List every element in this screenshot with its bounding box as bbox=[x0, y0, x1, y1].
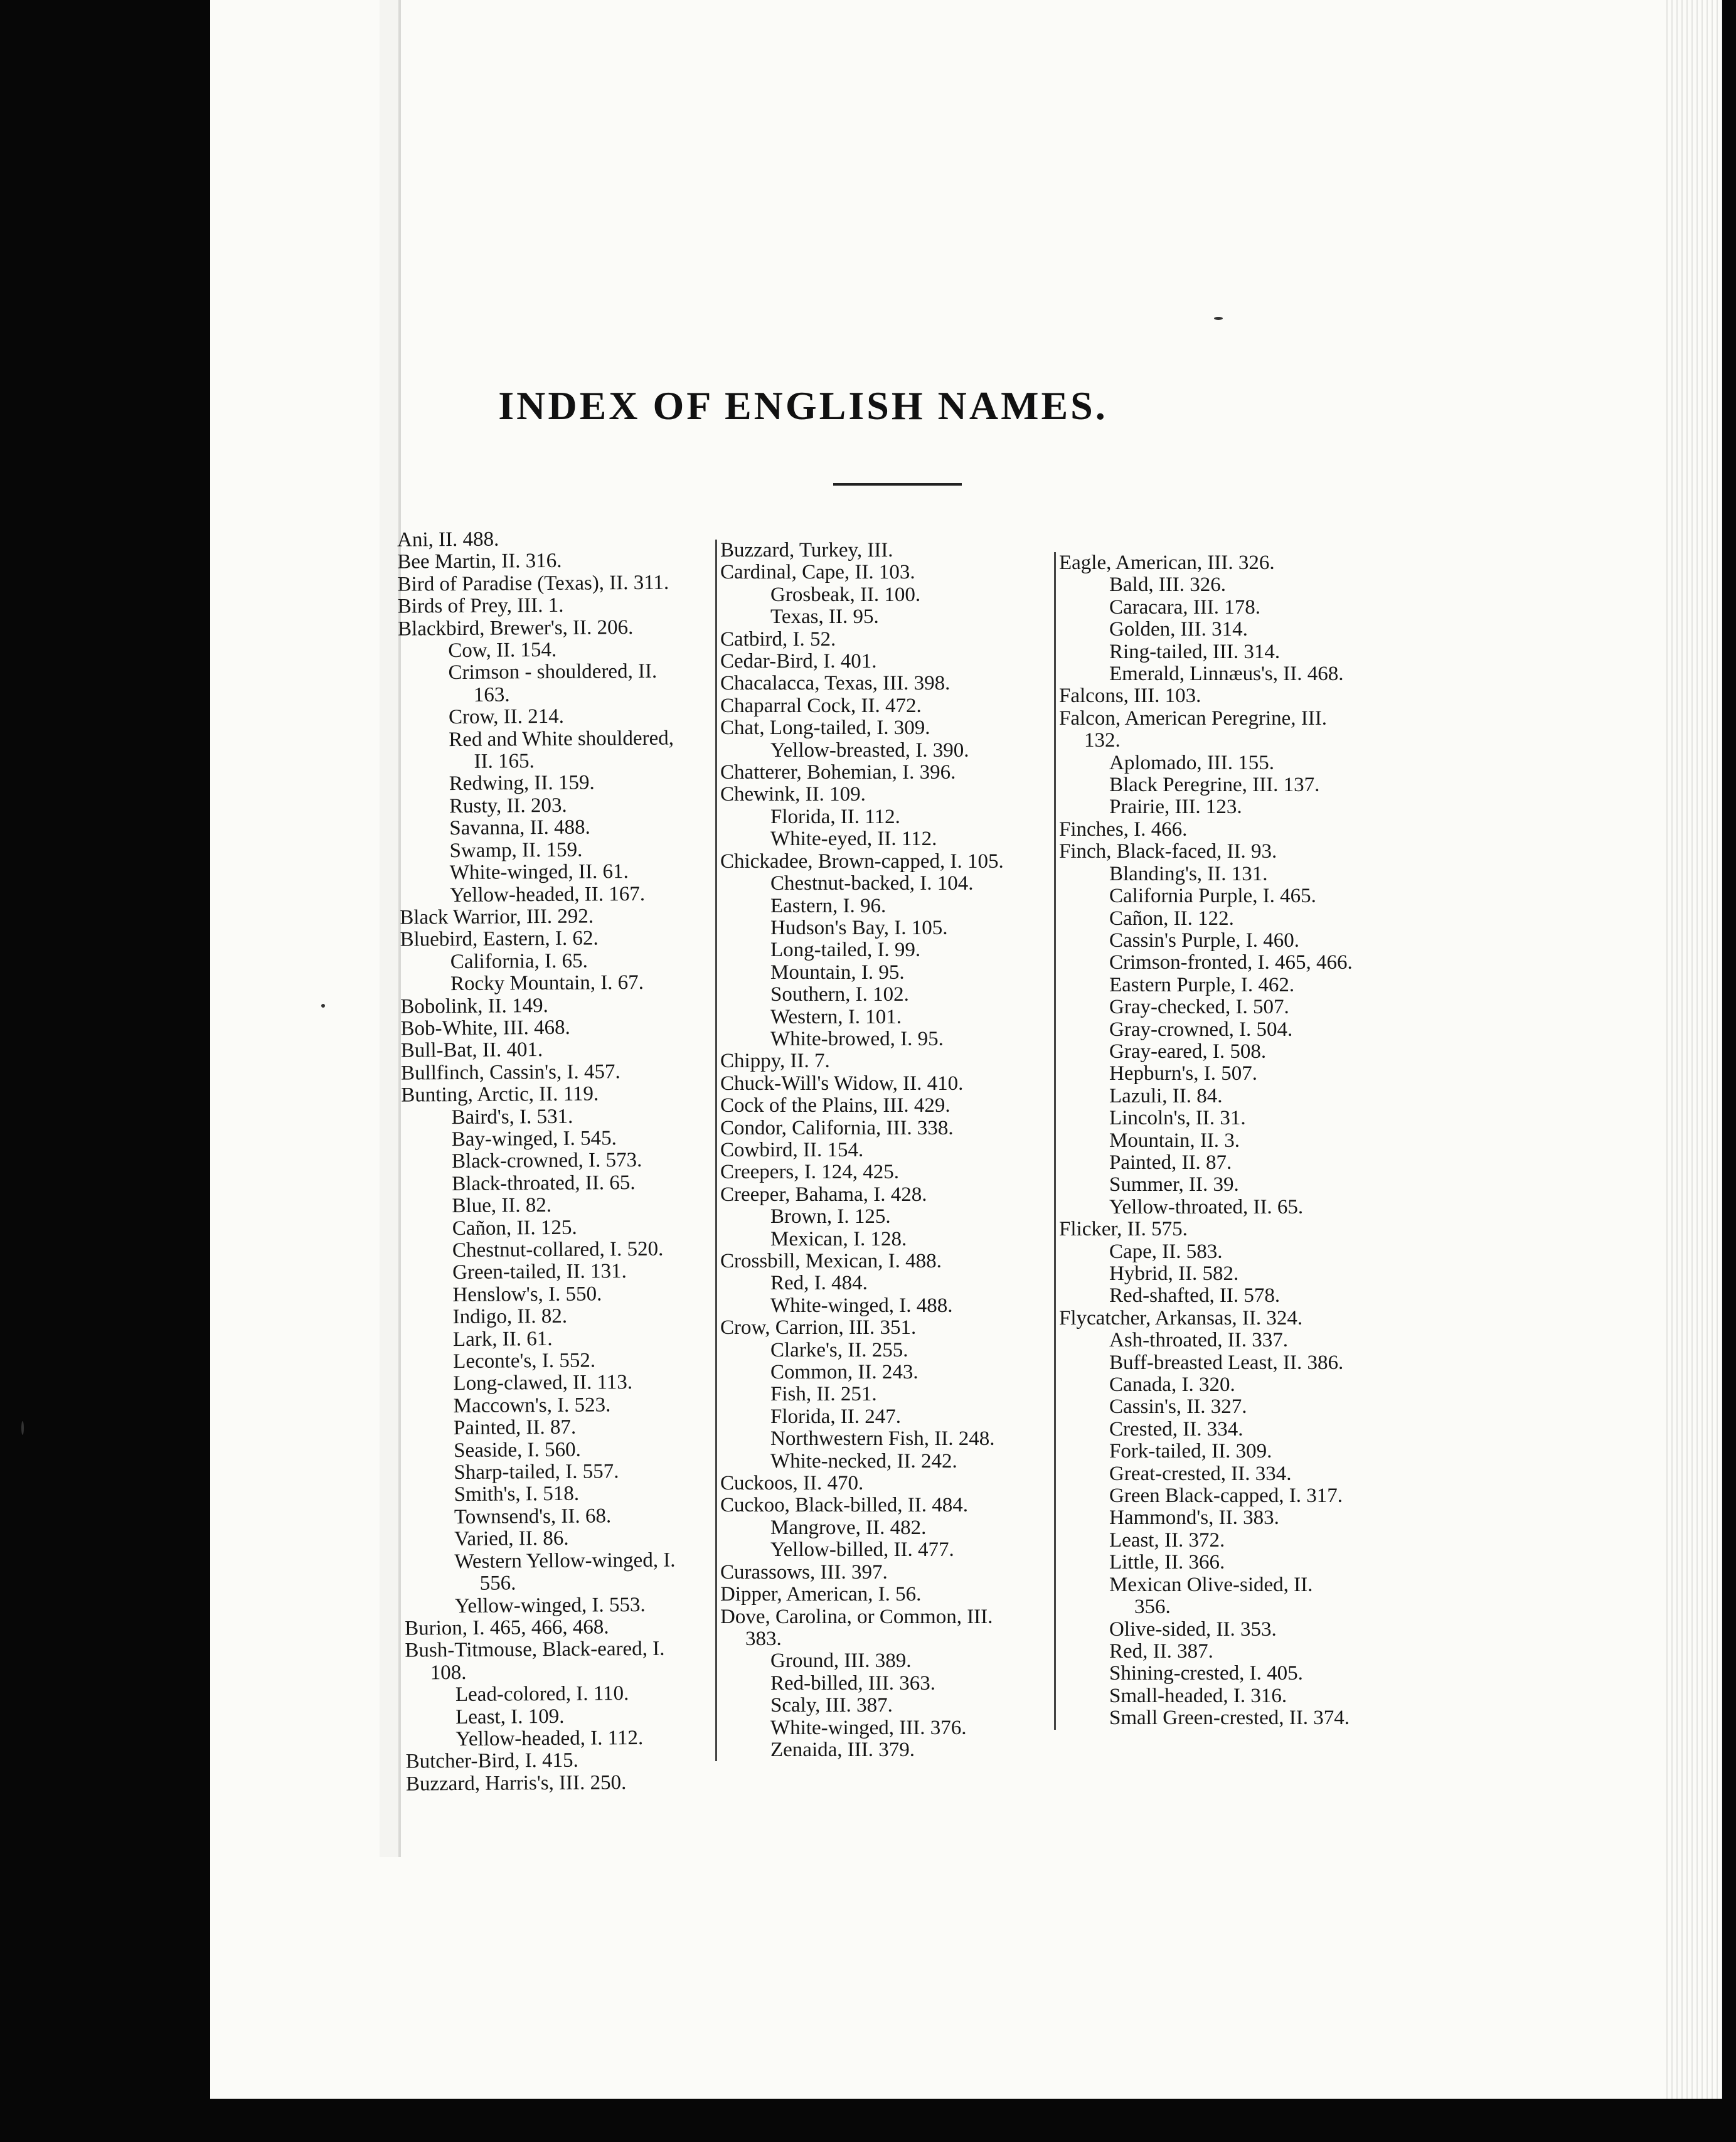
index-subentry: Scaly, III. 387. bbox=[770, 1694, 893, 1717]
index-entry: Buzzard, Harris's, III. 250. bbox=[405, 1771, 627, 1796]
index-subentry: Grosbeak, II. 100. bbox=[770, 583, 921, 606]
index-subentry: White-browed, I. 95. bbox=[770, 1027, 944, 1050]
index-subentry: Least, II. 372. bbox=[1109, 1528, 1225, 1552]
index-subentry: Cow, II. 154. bbox=[448, 638, 557, 663]
index-entry: Chatterer, Bohemian, I. 396. bbox=[720, 761, 956, 784]
index-subentry: Red, II. 387. bbox=[1109, 1639, 1213, 1663]
index-subentry: Western, I. 101. bbox=[770, 1005, 902, 1028]
index-subentry: California Purple, I. 465. bbox=[1109, 885, 1316, 908]
index-entry: Cuckoos, II. 470. bbox=[720, 1472, 864, 1495]
index-subentry: Florida, II. 112. bbox=[770, 805, 900, 828]
index-subentry: Little, II. 366. bbox=[1109, 1551, 1225, 1574]
index-subentry: Yellow-breasted, I. 390. bbox=[770, 738, 969, 762]
index-subentry: Savanna, II. 488. bbox=[449, 816, 590, 840]
index-subentry: Baird's, I. 531. bbox=[451, 1105, 573, 1129]
index-column-3 bbox=[1054, 552, 1354, 1730]
index-subentry: White-eyed, II. 112. bbox=[770, 828, 937, 851]
index-subentry: Painted, II. 87. bbox=[453, 1415, 577, 1440]
index-subentry: Ring-tailed, III. 314. bbox=[1109, 640, 1281, 663]
index-entry: Falcons, III. 103. bbox=[1059, 685, 1201, 708]
index-subentry: Caracara, III. 178. bbox=[1109, 595, 1260, 619]
index-subentry: Cassin's Purple, I. 460. bbox=[1109, 929, 1299, 952]
index-subentry: Cañon, II. 122. bbox=[1109, 907, 1234, 930]
index-entry: Bird of Paradise (Texas), II. 311. bbox=[397, 571, 669, 596]
ink-speck bbox=[21, 1421, 24, 1435]
page-edges bbox=[1663, 0, 1722, 2099]
index-subentry: Texas, II. 95. bbox=[770, 605, 879, 629]
index-subentry: Gray-crowned, I. 504. bbox=[1109, 1018, 1293, 1041]
page-title: INDEX OF ENGLISH NAMES. bbox=[498, 383, 1108, 428]
index-subentry: Rocky Mountain, I. 67. bbox=[450, 971, 644, 996]
index-subentry: Chestnut-backed, I. 104. bbox=[770, 872, 974, 895]
index-subentry: Bay-winged, I. 545. bbox=[451, 1127, 617, 1151]
index-entry: Cowbird, II. 154. bbox=[720, 1138, 864, 1161]
index-column-2 bbox=[715, 540, 1015, 1761]
index-subentry: Chestnut-collared, I. 520. bbox=[452, 1237, 664, 1262]
index-subentry: Clarke's, II. 255. bbox=[770, 1338, 908, 1361]
index-subentry: Black-crowned, I. 573. bbox=[451, 1149, 642, 1173]
index-subentry: Yellow-headed, II. 167. bbox=[449, 882, 646, 907]
index-entry: Chaparral Cock, II. 472. bbox=[720, 694, 922, 717]
index-entry: Flicker, II. 575. bbox=[1059, 1218, 1188, 1241]
index-subentry: Zenaida, III. 379. bbox=[770, 1738, 915, 1761]
index-subentry: Florida, II. 247. bbox=[770, 1405, 902, 1428]
index-entry: Bee Martin, II. 316. bbox=[397, 550, 562, 574]
index-subentry: Rusty, II. 203. bbox=[449, 794, 567, 818]
index-entry: Chickadee, Brown-capped, I. 105. bbox=[720, 850, 1004, 873]
index-subentry: Crested, II. 334. bbox=[1109, 1417, 1243, 1441]
index-entry: Finch, Black-faced, II. 93. bbox=[1059, 840, 1277, 863]
index-subentry: White-winged, II. 61. bbox=[449, 860, 629, 885]
index-subentry: Indigo, II. 82. bbox=[452, 1305, 568, 1329]
index-entry: Bobolink, II. 149. bbox=[400, 994, 548, 1018]
index-entry: Bullfinch, Cassin's, I. 457. bbox=[400, 1060, 620, 1085]
index-subentry: Lead-colored, I. 110. bbox=[455, 1682, 629, 1707]
index-subentry: Townsend's, II. 68. bbox=[454, 1505, 612, 1528]
index-subentry: Sharp-tailed, I. 557. bbox=[454, 1460, 619, 1484]
index-subentry: Long-tailed, I. 99. bbox=[770, 939, 921, 962]
index-subentry: Southern, I. 102. bbox=[770, 983, 909, 1006]
index-subentry: Northwestern Fish, II. 248. bbox=[770, 1427, 995, 1451]
index-subentry: Small-headed, I. 316. bbox=[1109, 1684, 1287, 1707]
index-subentry: Hybrid, II. 582. bbox=[1109, 1262, 1239, 1285]
index-subentry: Prairie, III. 123. bbox=[1109, 796, 1242, 819]
index-entry: Chuck-Will's Widow, II. 410. bbox=[720, 1072, 964, 1095]
index-subentry: Blanding's, II. 131. bbox=[1109, 862, 1268, 885]
index-subentry: Yellow-headed, I. 112. bbox=[455, 1726, 644, 1750]
index-subentry: Cape, II. 583. bbox=[1109, 1240, 1223, 1263]
index-subentry: Yellow-winged, I. 553. bbox=[454, 1593, 646, 1617]
index-subentry: Yellow-throated, II. 65. bbox=[1109, 1195, 1304, 1218]
index-subentry: Cañon, II. 125. bbox=[452, 1216, 577, 1240]
index-subentry: Hudson's Bay, I. 105. bbox=[770, 916, 948, 939]
index-subentry: Crimson-fronted, I. 465, 466. bbox=[1109, 951, 1353, 974]
index-entry: Black Warrior, III. 292. bbox=[400, 905, 594, 929]
index-subentry: Swamp, II. 159. bbox=[449, 838, 583, 862]
index-entry: Chat, Long-tailed, I. 309. bbox=[720, 717, 930, 740]
index-subentry: Mexican Olive-sided, II. 356. bbox=[1109, 1573, 1313, 1619]
index-entry: Bush-Titmouse, Black-eared, I. 108. bbox=[405, 1638, 665, 1685]
index-subentry: Fish, II. 251. bbox=[770, 1383, 877, 1406]
index-subentry: Eastern Purple, I. 462. bbox=[1109, 973, 1295, 996]
index-subentry: Mountain, I. 95. bbox=[770, 961, 905, 984]
index-subentry: Hepburn's, I. 507. bbox=[1109, 1062, 1257, 1085]
index-subentry: Painted, II. 87. bbox=[1109, 1151, 1232, 1174]
index-subentry: Blue, II. 82. bbox=[452, 1194, 552, 1218]
index-subentry: Fork-tailed, II. 309. bbox=[1109, 1440, 1272, 1463]
index-subentry: Green-tailed, II. 131. bbox=[452, 1260, 627, 1284]
index-entry: Ani, II. 488. bbox=[397, 528, 499, 551]
index-entry: Chewink, II. 109. bbox=[720, 783, 866, 806]
title-rule bbox=[833, 483, 962, 486]
index-entry: Bull-Bat, II. 401. bbox=[400, 1038, 543, 1062]
index-entry: Crow, Carrion, III. 351. bbox=[720, 1316, 917, 1340]
index-subentry: Least, I. 109. bbox=[455, 1705, 565, 1729]
index-subentry: Smith's, I. 518. bbox=[454, 1483, 580, 1506]
index-entry: Birds of Prey, III. 1. bbox=[397, 594, 564, 618]
ink-speck bbox=[1214, 317, 1223, 320]
index-subentry: Green Black-capped, I. 317. bbox=[1109, 1484, 1343, 1508]
index-entry: Buzzard, Turkey, III. bbox=[720, 539, 893, 562]
index-subentry: White-winged, III. 376. bbox=[770, 1716, 967, 1739]
index-subentry: Mangrove, II. 482. bbox=[770, 1516, 927, 1539]
index-subentry: Redwing, II. 159. bbox=[449, 771, 595, 796]
index-column-1 bbox=[397, 527, 701, 1795]
index-subentry: Crow, II. 214. bbox=[448, 705, 565, 729]
index-entry: Cardinal, Cape, II. 103. bbox=[720, 561, 915, 584]
index-subentry: Common, II. 243. bbox=[770, 1361, 919, 1384]
index-subentry: Red and White shouldered, II. 165. bbox=[449, 727, 674, 773]
index-subentry: Eastern, I. 96. bbox=[770, 894, 887, 917]
index-subentry: White-winged, I. 488. bbox=[770, 1294, 953, 1317]
index-subentry: Varied, II. 86. bbox=[454, 1527, 569, 1551]
index-entry: Chacalacca, Texas, III. 398. bbox=[720, 672, 951, 695]
index-subentry: Bald, III. 326. bbox=[1109, 573, 1227, 597]
index-subentry: Long-clawed, II. 113. bbox=[453, 1371, 633, 1395]
index-entry: Curassows, III. 397. bbox=[720, 1560, 888, 1584]
index-entry: Condor, California, III. 338. bbox=[720, 1116, 954, 1139]
index-entry: Catbird, I. 52. bbox=[720, 627, 836, 651]
index-subentry: White-necked, II. 242. bbox=[770, 1449, 957, 1473]
index-subentry: Mexican, I. 128. bbox=[770, 1227, 907, 1250]
index-subentry: Red-billed, III. 363. bbox=[770, 1671, 936, 1695]
index-entry: Finches, I. 466. bbox=[1059, 818, 1188, 841]
index-subentry: Small Green-crested, II. 374. bbox=[1109, 1707, 1350, 1730]
index-entry: Burion, I. 465, 466, 468. bbox=[405, 1616, 609, 1640]
index-subentry: Gray-checked, I. 507. bbox=[1109, 996, 1289, 1019]
index-subentry: Brown, I. 125. bbox=[770, 1205, 891, 1228]
index-subentry: Gray-eared, I. 508. bbox=[1109, 1040, 1267, 1063]
index-subentry: Yellow-billed, II. 477. bbox=[770, 1538, 954, 1562]
index-entry: Flycatcher, Arkansas, II. 324. bbox=[1059, 1306, 1303, 1329]
index-entry: Cedar-Bird, I. 401. bbox=[720, 650, 877, 673]
index-subentry: Maccown's, I. 523. bbox=[453, 1393, 611, 1417]
index-subentry: Lark, II. 61. bbox=[452, 1327, 553, 1351]
index-subentry: California, I. 65. bbox=[450, 949, 588, 973]
index-entry: Falcon, American Peregrine, III. 132. bbox=[1059, 706, 1328, 752]
index-entry: Chippy, II. 7. bbox=[720, 1050, 830, 1073]
index-subentry: Red, I. 484. bbox=[770, 1272, 868, 1295]
index-subentry: Leconte's, I. 552. bbox=[453, 1349, 596, 1373]
index-entry: Bunting, Arctic, II. 119. bbox=[401, 1082, 599, 1107]
index-subentry: Lincoln's, II. 31. bbox=[1109, 1107, 1246, 1130]
ink-speck bbox=[321, 1004, 325, 1008]
index-subentry: Seaside, I. 560. bbox=[454, 1438, 581, 1462]
index-entry: Blackbird, Brewer's, II. 206. bbox=[397, 615, 634, 641]
index-subentry: Ash-throated, II. 337. bbox=[1109, 1329, 1289, 1352]
index-entry: Dove, Carolina, or Common, III. 383. bbox=[720, 1605, 993, 1650]
index-entry: Butcher-Bird, I. 415. bbox=[405, 1749, 578, 1773]
index-subentry: Canada, I. 320. bbox=[1109, 1373, 1235, 1397]
index-subentry: Lazuli, II. 84. bbox=[1109, 1084, 1223, 1107]
index-entry: Bluebird, Eastern, I. 62. bbox=[400, 927, 599, 951]
index-subentry: Black Peregrine, III. 137. bbox=[1109, 774, 1320, 797]
index-subentry: Ground, III. 389. bbox=[770, 1649, 912, 1673]
index-subentry: Aplomado, III. 155. bbox=[1109, 751, 1275, 774]
index-subentry: Crimson - shouldered, II. 163. bbox=[448, 660, 658, 706]
index-entry: Eagle, American, III. 326. bbox=[1059, 551, 1275, 574]
index-subentry: Western Yellow-winged, I. 556. bbox=[454, 1548, 676, 1595]
index-entry: Creepers, I. 124, 425. bbox=[720, 1161, 900, 1184]
index-subentry: Shining-crested, I. 405. bbox=[1109, 1662, 1303, 1685]
index-entry: Crossbill, Mexican, I. 488. bbox=[720, 1250, 942, 1272]
index-subentry: Golden, III. 314. bbox=[1109, 618, 1248, 641]
page-gutter bbox=[380, 0, 401, 1857]
index-subentry: Cassin's, II. 327. bbox=[1109, 1395, 1247, 1419]
index-subentry: Olive-sided, II. 353. bbox=[1109, 1617, 1277, 1641]
index-subentry: Hammond's, II. 383. bbox=[1109, 1506, 1279, 1530]
index-subentry: Black-throated, II. 65. bbox=[452, 1171, 636, 1195]
index-subentry: Emerald, Linnæus's, II. 468. bbox=[1109, 663, 1344, 686]
index-subentry: Great-crested, II. 334. bbox=[1109, 1462, 1292, 1485]
index-subentry: Mountain, II. 3. bbox=[1109, 1129, 1240, 1152]
index-entry: Bob-White, III. 468. bbox=[400, 1016, 570, 1040]
index-subentry: Summer, II. 39. bbox=[1109, 1173, 1239, 1196]
index-entry: Cock of the Plains, III. 429. bbox=[720, 1094, 951, 1117]
index-entry: Cuckoo, Black-billed, II. 484. bbox=[720, 1494, 969, 1517]
index-subentry: Buff-breasted Least, II. 386. bbox=[1109, 1351, 1344, 1374]
index-subentry: Red-shafted, II. 578. bbox=[1109, 1284, 1281, 1308]
index-entry: Dipper, American, I. 56. bbox=[720, 1583, 922, 1606]
index-entry: Creeper, Bahama, I. 428. bbox=[720, 1183, 927, 1206]
index-subentry: Henslow's, I. 550. bbox=[452, 1282, 602, 1306]
